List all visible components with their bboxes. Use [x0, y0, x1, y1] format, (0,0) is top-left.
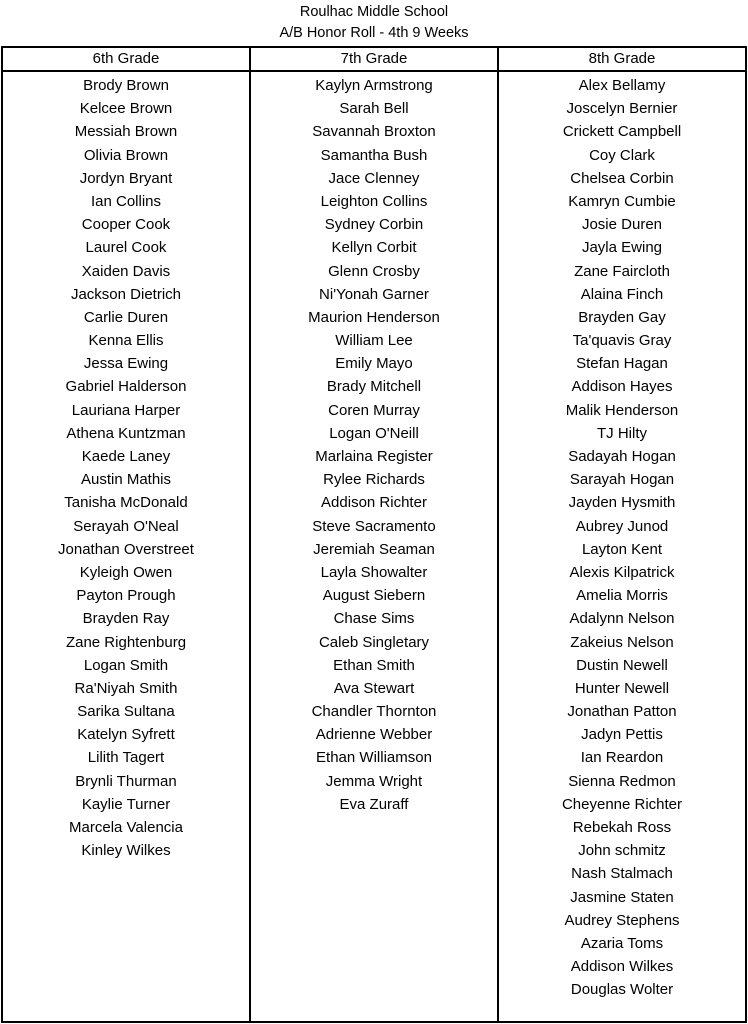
student-name: Crickett Campbell: [562, 123, 682, 141]
column-header: 6th Grade: [3, 48, 249, 72]
student-name: Layla Showalter: [320, 563, 428, 581]
student-name: William Lee: [335, 332, 413, 350]
document-header: [0, 0, 748, 44]
student-name: Sarah Bell: [339, 100, 409, 118]
student-name: Brayden Gay: [578, 308, 666, 326]
student-name: Kaede Laney: [81, 448, 171, 465]
student-name: Jace Clenney: [328, 169, 420, 187]
student-name: Ethan Smith: [333, 656, 415, 674]
student-name: Malik Henderson: [565, 401, 679, 419]
student-name: Brody Brown: [83, 77, 169, 94]
student-name: Kaylie Turner: [81, 795, 171, 813]
student-name: Jasmine Staten: [570, 888, 674, 906]
student-name: Lilith Tagert: [87, 749, 165, 767]
student-name: Ian Collins: [90, 192, 162, 210]
student-name: Ethan Williamson: [316, 749, 432, 767]
student-name: Kyleigh Owen: [79, 563, 173, 581]
student-name: Brayden Ray: [82, 610, 170, 628]
student-name: Marlaina Register: [315, 448, 433, 465]
student-name: Hunter Newell: [574, 679, 670, 697]
name-list: [499, 72, 745, 1002]
student-name: Chelsea Corbin: [570, 169, 674, 187]
student-name: Jackson Dietrich: [70, 285, 182, 303]
student-name: Sienna Redmon: [568, 772, 676, 790]
student-name: Zakeius Nelson: [570, 633, 674, 651]
student-name: Joscelyn Bernier: [566, 100, 678, 118]
student-name: Layton Kent: [581, 540, 663, 558]
student-name: Kaylyn Armstrong: [315, 77, 433, 94]
name-list: [3, 72, 249, 862]
student-name: Audrey Stephens: [564, 911, 680, 929]
student-name: Brynli Thurman: [75, 772, 177, 790]
student-name: Eva Zuraff: [339, 795, 409, 813]
student-name: Jonathan Overstreet: [58, 540, 194, 558]
student-name: TJ Hilty: [597, 424, 647, 442]
student-name: Brady Mitchell: [326, 378, 422, 396]
school-name: Roulhac Middle School: [299, 4, 449, 20]
student-name: Jonathan Patton: [567, 703, 677, 721]
student-name: Azaria Toms: [580, 934, 664, 952]
student-name: Douglas Wolter: [570, 981, 674, 999]
name-list: [251, 72, 497, 816]
student-name: Sarayah Hogan: [569, 471, 675, 489]
student-name: Addison Wilkes: [570, 958, 674, 976]
student-name: Ian Reardon: [580, 749, 664, 767]
student-name: Leighton Collins: [320, 192, 428, 210]
student-name: Serayah O'Neal: [73, 517, 179, 535]
student-name: Chase Sims: [333, 610, 415, 628]
student-name: Adrienne Webber: [315, 726, 433, 744]
student-name: Chandler Thornton: [311, 703, 437, 721]
student-name: Adalynn Nelson: [569, 610, 675, 628]
student-name: Coy Clark: [589, 146, 655, 164]
student-name: Messiah Brown: [74, 123, 178, 141]
student-name: Lauriana Harper: [71, 401, 181, 419]
student-name: Payton Prough: [76, 587, 176, 605]
column-header: 8th Grade: [499, 48, 745, 72]
student-name: Steve Sacramento: [312, 517, 436, 535]
student-name: Rylee Richards: [323, 471, 425, 489]
student-name: Addison Hayes: [571, 378, 673, 396]
student-name: Jeremiah Seaman: [313, 540, 435, 558]
student-name: Jayla Ewing: [581, 239, 663, 257]
student-name: Alaina Finch: [580, 285, 664, 303]
student-name: Coren Murray: [328, 401, 420, 419]
student-name: Jemma Wright: [325, 772, 423, 790]
student-name: Alexis Kilpatrick: [569, 563, 675, 581]
student-name: Kenna Ellis: [88, 332, 164, 350]
student-name: Athena Kuntzman: [66, 424, 186, 442]
student-name: John schmitz: [578, 842, 666, 860]
student-name: Kelcee Brown: [79, 100, 173, 118]
student-name: Tanisha McDonald: [64, 494, 188, 512]
student-name: Caleb Singletary: [318, 633, 430, 651]
student-name: Kellyn Corbit: [331, 239, 417, 257]
student-name: Laurel Cook: [85, 239, 167, 257]
grade-column: [249, 48, 497, 1021]
student-name: Sarika Sultana: [77, 703, 175, 721]
student-name: Olivia Brown: [83, 146, 169, 164]
student-name: Alex Bellamy: [578, 77, 666, 94]
student-name: Sadayah Hogan: [568, 448, 676, 465]
student-name: Cooper Cook: [81, 216, 171, 234]
student-name: Amelia Morris: [576, 587, 668, 605]
student-name: Josie Duren: [581, 216, 663, 234]
grade-column: [497, 48, 745, 1021]
student-name: Dustin Newell: [576, 656, 668, 674]
grade-column: [3, 48, 249, 1021]
student-name: Katelyn Syfrett: [77, 726, 175, 744]
student-name: Austin Mathis: [80, 471, 172, 489]
student-name: August Siebern: [322, 587, 426, 605]
student-name: Aubrey Junod: [575, 517, 669, 535]
student-name: Jessa Ewing: [83, 355, 169, 373]
column-header: 7th Grade: [251, 48, 497, 72]
student-name: Maurion Henderson: [308, 308, 440, 326]
student-name: Emily Mayo: [335, 355, 413, 373]
honor-roll-subtitle: A/B Honor Roll - 4th 9 Weeks: [279, 25, 469, 41]
student-name: Addison Richter: [321, 494, 427, 512]
student-name: Kinley Wilkes: [81, 842, 171, 860]
student-name: Ni'Yonah Garner: [319, 285, 429, 303]
student-name: Logan O'Neill: [329, 424, 419, 442]
student-name: Ava Stewart: [333, 679, 415, 697]
student-name: Sydney Corbin: [324, 216, 424, 234]
student-name: Xaiden Davis: [81, 262, 171, 280]
student-name: Glenn Crosby: [328, 262, 420, 280]
student-name: Jadyn Pettis: [581, 726, 663, 744]
student-name: Zane Faircloth: [574, 262, 670, 280]
student-name: Ta'quavis Gray: [572, 332, 672, 350]
student-name: Savannah Broxton: [312, 123, 436, 141]
student-name: Rebekah Ross: [572, 819, 672, 836]
student-name: Kamryn Cumbie: [568, 192, 676, 210]
student-name: Nash Stalmach: [571, 865, 673, 883]
student-name: Carlie Duren: [83, 308, 169, 326]
student-name: Jayden Hysmith: [568, 494, 676, 512]
student-name: Logan Smith: [83, 656, 169, 674]
student-name: Zane Rightenburg: [65, 633, 187, 651]
student-name: Gabriel Halderson: [65, 378, 187, 396]
student-name: Ra'Niyah Smith: [74, 679, 178, 697]
student-name: Jordyn Bryant: [79, 169, 173, 187]
student-name: Stefan Hagan: [576, 355, 668, 373]
student-name: Marcela Valencia: [69, 819, 183, 836]
student-name: Samantha Bush: [320, 146, 428, 164]
honor-roll-table: [1, 46, 747, 1023]
student-name: Cheyenne Richter: [561, 795, 683, 813]
